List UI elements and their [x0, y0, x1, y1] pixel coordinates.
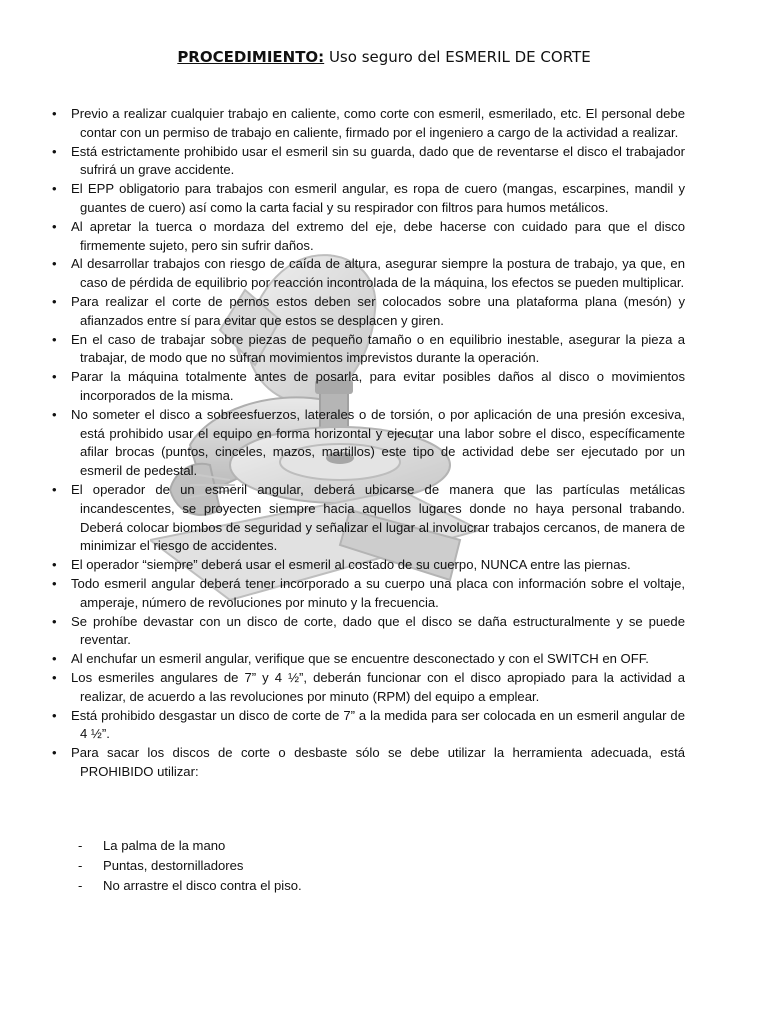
list-item — [52, 255, 685, 293]
list-item-text: El operador de un esmeril angular, deberá ubicarse de manera que las partículas metálicas incandescentes, se proyecten siempre hacia aquellos lugares donde no haya personal trabando. Deberá colocar biombos de seguridad y señalizar el lugar al involucrar trabajos cercanos, de manera de minimizar el riesgo de accidentes. — [71, 481, 685, 554]
list-item — [52, 368, 685, 406]
sublist-item-text: No arrastre el disco contra el piso. — [103, 878, 302, 894]
procedure-list — [52, 105, 685, 782]
list-item — [52, 556, 685, 575]
sublist-item-text: La palma de la mano — [103, 838, 226, 853]
dash-marker: - — [78, 838, 83, 853]
list-item — [52, 481, 685, 556]
list-item — [52, 575, 685, 613]
list-item-text: Previo a realizar cualquier trabajo en caliente, como corte con esmeril, esmerilado, etc. El personal debe contar con un permiso de trabajo en caliente, firmado por el ingeniero a cargo de la actividad a realizar. — [71, 106, 685, 140]
list-item-text: Se prohíbe devastar con un disco de corte, dado que el disco se daña estructuralmente y se puede reventar. — [71, 613, 685, 648]
list-item — [52, 669, 685, 707]
list-item-text: Está estrictamente prohibido usar el esmeril sin su guarda, dado que de reventarse el disco el trabajador sufrirá un grave accidente. — [71, 143, 685, 178]
dash-marker: - — [78, 858, 83, 874]
list-item — [52, 218, 685, 256]
title-rest: Uso seguro del ESMERIL DE CORTE — [324, 48, 591, 66]
list-item — [52, 105, 685, 143]
bullet-icon: • — [52, 481, 57, 497]
sublist-item — [78, 836, 302, 856]
title-prefix: PROCEDIMIENTO: — [177, 48, 325, 66]
bullet-icon: • — [52, 406, 57, 422]
list-item-text: Al desarrollar trabajos con riesgo de caída de altura, asegurar siempre la postura de trabajo, ya que, en caso de pérdida de equilibrio por reacción incontrolada de la máquina, los efectos se pueden multiplicar. — [71, 256, 685, 291]
list-item — [52, 406, 685, 481]
list-item-text: El EPP obligatorio para trabajos con esmeril angular, es ropa de cuero (mangas, escarpines, mandil y guantes de cuero) así como la carta facial y su respirador con filtros para humos metálicos. — [71, 181, 685, 215]
list-item — [52, 613, 685, 651]
sublist-item-text: Puntas, destornilladores — [103, 858, 244, 874]
prohibited-tools-list — [78, 836, 302, 897]
bullet-icon: • — [52, 669, 57, 685]
list-item — [52, 331, 685, 369]
bullet-icon: • — [52, 256, 57, 272]
list-item — [52, 650, 685, 669]
list-item-text: No someter el disco a sobreesfuerzos, laterales o de torsión, o por aplicación de una presión excesiva, está prohibido usar el equipo en forma horizontal y ejecutar una labor sobre el disco, específicamente afilar brocas (puntos, cinceles, mazos, martillos) este tipo de actividad debe ser ejecutado por un esmeril de pedestal. — [71, 406, 685, 479]
list-item-text: Para realizar el corte de pernos estos deben ser colocados sobre una plataforma plana (mesón) y afianzados entre sí para evitar que estos se desplacen y giren. — [71, 293, 685, 328]
bullet-icon: • — [52, 106, 57, 121]
list-item-text: Todo esmeril angular deberá tener incorporado a su cuerpo una placa con información sobre el voltaje, amperaje, número de revoluciones por minuto y la frecuencia. — [71, 575, 685, 610]
list-item-text: Está prohibido desgastar un disco de corte de 7” a la medida para ser colocada en un esmeril angular de 4 ½”. — [71, 707, 685, 742]
list-item — [52, 744, 685, 782]
list-item — [52, 180, 685, 218]
bullet-icon: • — [52, 745, 57, 761]
bullet-icon: • — [52, 707, 57, 723]
bullet-icon: • — [52, 613, 57, 629]
bullet-icon: • — [52, 293, 57, 309]
bullet-icon: • — [52, 331, 57, 347]
list-item-text: Los esmeriles angulares de 7” y 4 ½”, deberán funcionar con el disco apropiado para la actividad a realizar, de acuerdo a las revoluciones por minuto (RPM) del equipo a emplear. — [71, 669, 685, 704]
list-item-text: Al apretar la tuerca o mordaza del extremo del eje, debe hacerse con cuidado para que el disco firmemente sujeto, pero sin sufrir daños. — [71, 218, 685, 253]
bullet-icon: • — [52, 369, 57, 385]
bullet-icon: • — [52, 218, 57, 234]
bullet-icon: • — [52, 181, 57, 197]
page-title — [0, 48, 768, 66]
bullet-icon: • — [52, 143, 57, 159]
sublist-item — [78, 856, 302, 876]
list-item — [52, 143, 685, 181]
bullet-icon: • — [52, 575, 57, 591]
bullet-icon: • — [52, 557, 57, 573]
list-item-text: Para sacar los discos de corte o desbaste sólo se debe utilizar la herramienta adecuada, está PROHIBIDO utilizar: — [71, 745, 685, 779]
bullet-icon: • — [52, 651, 57, 667]
list-item-text: El operador “siempre” deberá usar el esmeril al costado de su cuerpo, NUNCA entre las piernas. — [71, 557, 631, 573]
list-item-text: En el caso de trabajar sobre piezas de pequeño tamaño o en equilibrio inestable, asegurar la pieza a trabajar, de modo que no sufran movimientos imprevistos durante la operación. — [71, 331, 685, 366]
dash-marker: - — [78, 878, 83, 894]
list-item — [52, 707, 685, 745]
list-item-text: Parar la máquina totalmente antes de posarla, para evitar posibles daños al disco o movimientos incorporados de la misma. — [71, 369, 685, 403]
sublist-item — [78, 876, 302, 896]
list-item-text: Al enchufar un esmeril angular, verifique que se encuentre desconectado y con el SWITCH en OFF. — [71, 651, 649, 667]
list-item — [52, 293, 685, 331]
